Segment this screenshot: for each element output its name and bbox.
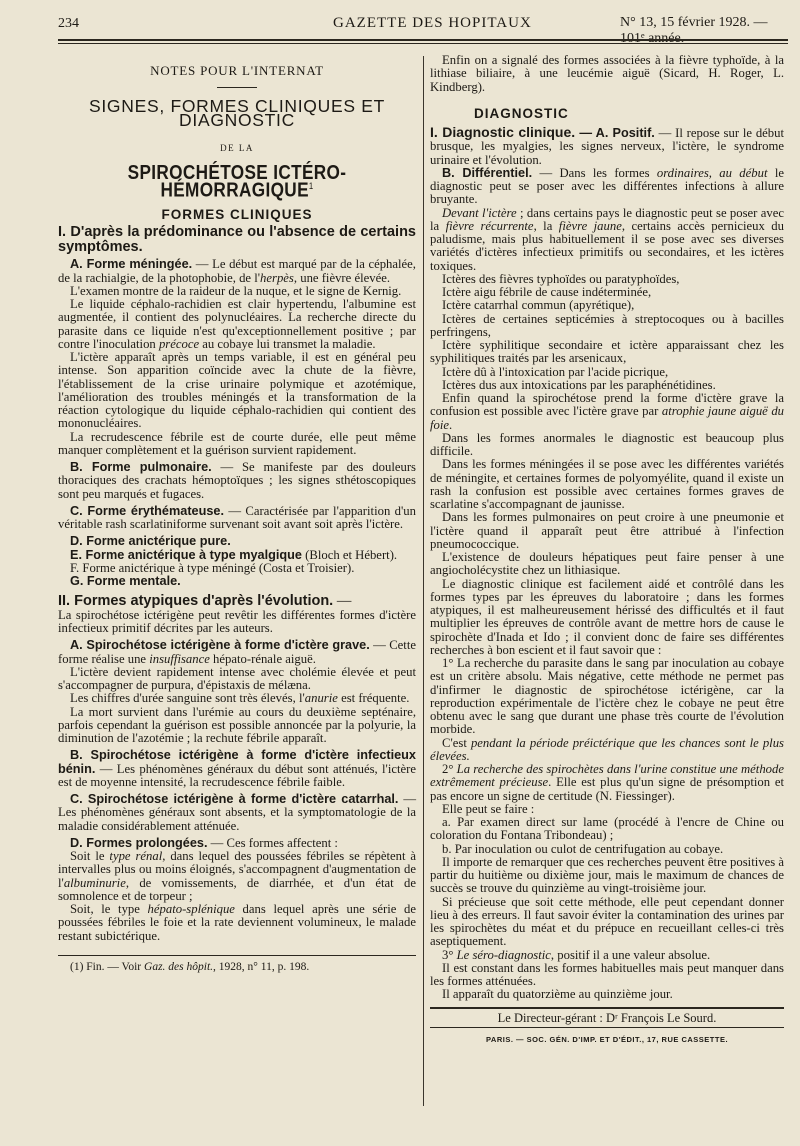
paragraph: Enfin on a signalé des formes associées à la fièvre typhoïde, à la lithiase biliaire, à une leucémie aiguë (Sicard, H. Roger, L. Kindberg). bbox=[430, 53, 784, 94]
short-rule bbox=[217, 87, 257, 88]
paragraph: Les chiffres d'urée sanguine sont très élevés, l'anurie est fréquente. bbox=[70, 691, 410, 706]
journal-title: GAZETTE DES HOPITAUX bbox=[333, 15, 532, 31]
paragraph: L'examen montre de la raideur de la nuque, et le signe de Kernig. bbox=[70, 283, 402, 298]
paragraph: Dans les formes anormales le diagnostic est beaucoup plus difficile. bbox=[430, 430, 784, 458]
item-label: C. Forme érythémateuse. bbox=[70, 503, 224, 518]
paragraph: D. Formes prolongées. — Ces formes affectent : bbox=[70, 835, 338, 850]
paragraph: Dans les formes méningées il se pose avec les différentes variétés de méningite, et certaines formes de polyomyélite, quand il existe un rash la confusion est possible avec certaines formes graves de scarlatine s'accompagnant de jaunisse. bbox=[430, 457, 784, 511]
header-rule bbox=[58, 39, 788, 41]
paragraph: L'existence de douleurs hépatiques peut faire penser à une angiocholécystite chez un lithiasique. bbox=[430, 550, 784, 578]
paragraph: 1° La recherche du parasite dans le sang par inoculation au cobaye est un critère absolu. Mais négative, cette méthode ne permet pas d'infirmer le diagnostic de spirochétose ictérigène, car la reproduction expérimentale de l'ictère chez le cobaye ne peut être obtenu avec le sang que durant une phase très courte de l'évolution morbide. bbox=[430, 656, 784, 737]
paragraph: La recrudescence fébrile est de courte durée, elle peut même manquer complètement et la guérison survient rapidement. bbox=[58, 429, 416, 457]
list-item: Ictère catarrhal commun (apyrétique), bbox=[442, 298, 635, 313]
paragraph: b. Par inoculation ou culot de centrifugation au cobaye. bbox=[442, 841, 724, 856]
footnote-mark: 1 bbox=[308, 181, 314, 192]
item-label: B. Spirochétose ictérigène à forme d'ictère infectieux bénin. bbox=[58, 748, 416, 776]
paragraph: B. Forme pulmonaire. — Se manifeste par des douleurs thoraciques des crachats hémoptoïques ; les signes sthétoscopiques sont peu marqués et fugaces. bbox=[58, 460, 416, 501]
paragraph: A. Forme méningée. — Le début est marqué par de la céphalée, de la rachialgie, de la photophobie, de l'herpès, une fièvre élevée. bbox=[58, 257, 416, 285]
item-label: B. Différentiel. bbox=[442, 165, 533, 180]
paragraph: L'ictère apparaît après un temps variable, il est en général peu intense. Son apparition coïncide avec la chute de la fièvre, l'établissement de la crise urinaire polymique et azotémique, l'amélioration des troubles méningés et la transformation de la réaction cytologique du liquide céphalo-rachidien qui contient des mononucléaires. bbox=[58, 350, 416, 431]
article-title: SIGNES, FORMES CLINIQUES ET DIAGNOSTIC bbox=[88, 96, 386, 130]
paragraph: C. Spirochétose ictérigène à forme d'ictère catarrhal. — Les phénomènes généraux sont absents, et la symptomatologie de la maladie considérablement atténuée. bbox=[58, 792, 416, 833]
paragraph: Enfin quand la spirochétose prend la forme d'ictère grave la confusion est possible avec l'ictère grave par atrophie jaune aiguë du foie. bbox=[430, 391, 785, 432]
editor-line: Le Directeur-gérant : Dʳ François Le Sourd. bbox=[497, 1010, 717, 1025]
item-label: A. Forme méningée. bbox=[70, 257, 193, 272]
item-label: G. Forme mentale. bbox=[70, 574, 181, 589]
item-label: A. Spirochétose ictérigène à forme d'ictère grave. bbox=[70, 638, 370, 653]
paragraph: Dans les formes pulmonaires on peut croire à une pneumonie et l'ictère quand il apparaît peut être attribué à l'infection pneumococcique. bbox=[430, 510, 784, 551]
editor-rule bbox=[430, 1007, 784, 1009]
issue-info: N° 13, 15 février 1928. — 101ᵉ année. bbox=[620, 15, 768, 46]
right-column bbox=[430, 54, 784, 1046]
editor-rule-thin bbox=[430, 1027, 784, 1028]
paragraph: 3° Le séro-diagnostic, positif il a une valeur absolue. bbox=[442, 947, 711, 962]
paragraph: Il apparaît du quatorzième au quinzième jour. bbox=[442, 987, 673, 1002]
column-divider bbox=[423, 56, 424, 1106]
paragraph: F. Forme anictérique à type méningé (Costa et Troisier). bbox=[70, 560, 355, 575]
left-column bbox=[58, 54, 416, 974]
paragraph: La mort survient dans l'urémie au cours du deuxième septénaire, parfois cependant la guérison est possible annoncée par la polyurie, la diminution de l'azotémie ; la rechute fébrile apparaît. bbox=[58, 704, 416, 746]
item-label: D. Forme anictérique pure. bbox=[70, 534, 231, 549]
paragraph: Soit le type rénal, dans lequel des poussées fébriles se répètent à intervalles plus ou moins éloignés, s'accompagnent d'augmentation de l'albuminurie, de vomissements, de diarrhée, et d'un état de somnolence et de torpeur ; bbox=[58, 849, 417, 903]
item-label: — A. Positif. bbox=[575, 126, 655, 140]
list-item: Ictère dû à l'intoxication par l'acide picrique, bbox=[442, 364, 669, 379]
page-number: 234 bbox=[58, 16, 79, 31]
paragraph: Le liquide céphalo-rachidien est clair hypertendu, l'albumine est augmentée, il contient des polynucléaires. La recherche directe du parasite dans ce liquide n'est qu'exceptionnellement positive ; par contre l'inoculation précoce au cobaye lui transmet la maladie. bbox=[58, 297, 416, 351]
paragraph: Elle peut se faire : bbox=[442, 801, 535, 816]
list-item: Ictères de certaines septicémies à streptocoques ou à bacilles perfringens, bbox=[430, 311, 784, 339]
page-header bbox=[58, 12, 788, 46]
paragraph: La spirochétose ictérigène peut revêtir les différentes formes d'ictère infectieux primitif décrites par les auteurs. bbox=[58, 607, 416, 636]
item-label: B. Forme pulmonaire. bbox=[70, 460, 212, 475]
item-label: D. Formes prolongées. bbox=[70, 835, 208, 850]
paragraph: E. Forme anictérique à type myalgique (Bloch et Hébert). bbox=[70, 547, 398, 562]
item-label: C. Spirochétose ictérigène à forme d'ictère catarrhal. bbox=[70, 792, 399, 807]
section-heading-formes: FORMES CLINIQUES bbox=[161, 207, 313, 223]
paragraph: 2° La recherche des spirochètes dans l'urine constitue une méthode extrêmement précieuse. Elle est plus qu'un signe de présomption et pas encore un signe de certitude (N. Fiessinger). bbox=[430, 762, 784, 803]
paragraph: Soit, le type hépato-splénique dans lequel après une série de poussées fébriles le foie et la rate deviennent volumineux, le malade restant subictérique. bbox=[58, 902, 416, 943]
list-item: Ictères dus aux intoxications par les paraphénétidines. bbox=[442, 377, 716, 392]
paragraph: A. Spirochétose ictérigène à forme d'ictère grave. — Cette forme réalise une insuffisance hépato-rénale aiguë. bbox=[58, 638, 416, 666]
footnote: (1) Fin. — Voir Gaz. des hôpit., 1928, n° 11, p. 198. bbox=[70, 960, 310, 973]
list-item: Ictère aigu fébrile de cause indéterminée, bbox=[442, 285, 652, 299]
subsection-heading-1: I. D'après la prédominance ou l'absence de certains symptômes. bbox=[58, 224, 416, 255]
paragraph: Devant l'ictère ; dans certains pays le diagnostic peut se poser avec la fièvre récurrente, la fièvre jaune, certains accès pernicieux du paludisme, mais plus habituellement il se pose avec ses diverses variétés d'ictères infectieux primitifs ou secondaires, et les ictères toxiques. bbox=[430, 205, 784, 273]
paragraph: Il est constant dans les formes habituelles mais peut manquer dans les formes atténuées. bbox=[430, 960, 784, 988]
header-rule-thin bbox=[58, 43, 788, 44]
article-title-connector: DE LA bbox=[220, 142, 254, 153]
footnote-rule bbox=[58, 955, 416, 956]
paragraph: C. Forme érythémateuse. — Caractérisée par l'apparition d'un véritable rash scarlatiniforme survenant soit avant soit après l'ictère. bbox=[58, 503, 416, 532]
paragraph: Le diagnostic clinique est facilement aidé et contrôlé dans les formes types par les épreuves du laboratoire ; dans les formes atypiques, il est malheureusement hérissé des difficultés et il faut multiplier les épreuves de contrôle avant de mettre hors de cause le spirochète d'Inada et Ido ; il convient donc de faire ses différentes recherches à bon escient et il faut savoir que : bbox=[430, 576, 784, 657]
rubric-title: NOTES POUR L'INTERNAT bbox=[150, 63, 324, 78]
list-item: Ictère syphilitique secondaire et ictère apparaissant chez les syphilitiques traités par les arsenicaux, bbox=[430, 338, 784, 366]
paragraph: Il importe de remarquer que ces recherches peuvent être positives à partir du huitième ou dixième jour, mais le maximum de chances de succès se trouve du quinzième au vingt-troisième jour. bbox=[430, 854, 784, 896]
item-label: E. Forme anictérique à type myalgique bbox=[70, 547, 302, 562]
paragraph: Si précieuse que soit cette méthode, elle peut cependant donner lieu à des erreurs. Il faut savoir éviter la contamination des urines par les spirochètes du méat et du prépuce en recueillant celles-ci très aseptiquement. bbox=[430, 894, 784, 949]
subsection-heading-2: II. Formes atypiques d'après l'évolution. — bbox=[58, 593, 352, 610]
paragraph: L'ictère devient rapidement intense avec cholémie élevée et peut s'accompagner de purpura, d'épistaxis de mélæna. bbox=[58, 664, 416, 693]
printer-line: PARIS. — SOC. GÉN. D'IMP. ET D'ÉDIT., 17, RUE CASSETTE. bbox=[485, 1034, 729, 1044]
article-subject-text: SPIROCHÉTOSE ICTÉRO-HÉMORRAGIQUE bbox=[127, 162, 347, 202]
paragraph: C'est pendant la période préictérique que les chances sont le plus élevées. bbox=[430, 735, 784, 763]
paragraph: I. Diagnostic clinique. — A. Positif. — Il repose sur le début brusque, les myalgies, les signes nerveux, l'ictère, le syndrome urinaire et l'évolution. bbox=[430, 124, 785, 167]
section-heading-diagnostic: DIAGNOSTIC bbox=[474, 105, 569, 121]
subsection-heading-diag: I. Diagnostic clinique. bbox=[430, 124, 576, 140]
article-subject bbox=[83, 162, 391, 202]
list-item: Ictères des fièvres typhoïdes ou paratyphoïdes, bbox=[442, 271, 680, 286]
paragraph: B. Différentiel. — Dans les formes ordinaires, au début le diagnostic peut se poser avec les différentes infections à allure bruyante. bbox=[430, 165, 784, 207]
paragraph: B. Spirochétose ictérigène à forme d'ictère infectieux bénin. — Les phénomènes généraux du début sont atténués, l'ictère est de moyenne intensité, la recrudescence fébrile faible. bbox=[58, 748, 416, 789]
paragraph: a. Par examen direct sur lame (procédé à l'encre de Chine ou coloration du Fontana Tribondeau) ; bbox=[430, 815, 784, 843]
